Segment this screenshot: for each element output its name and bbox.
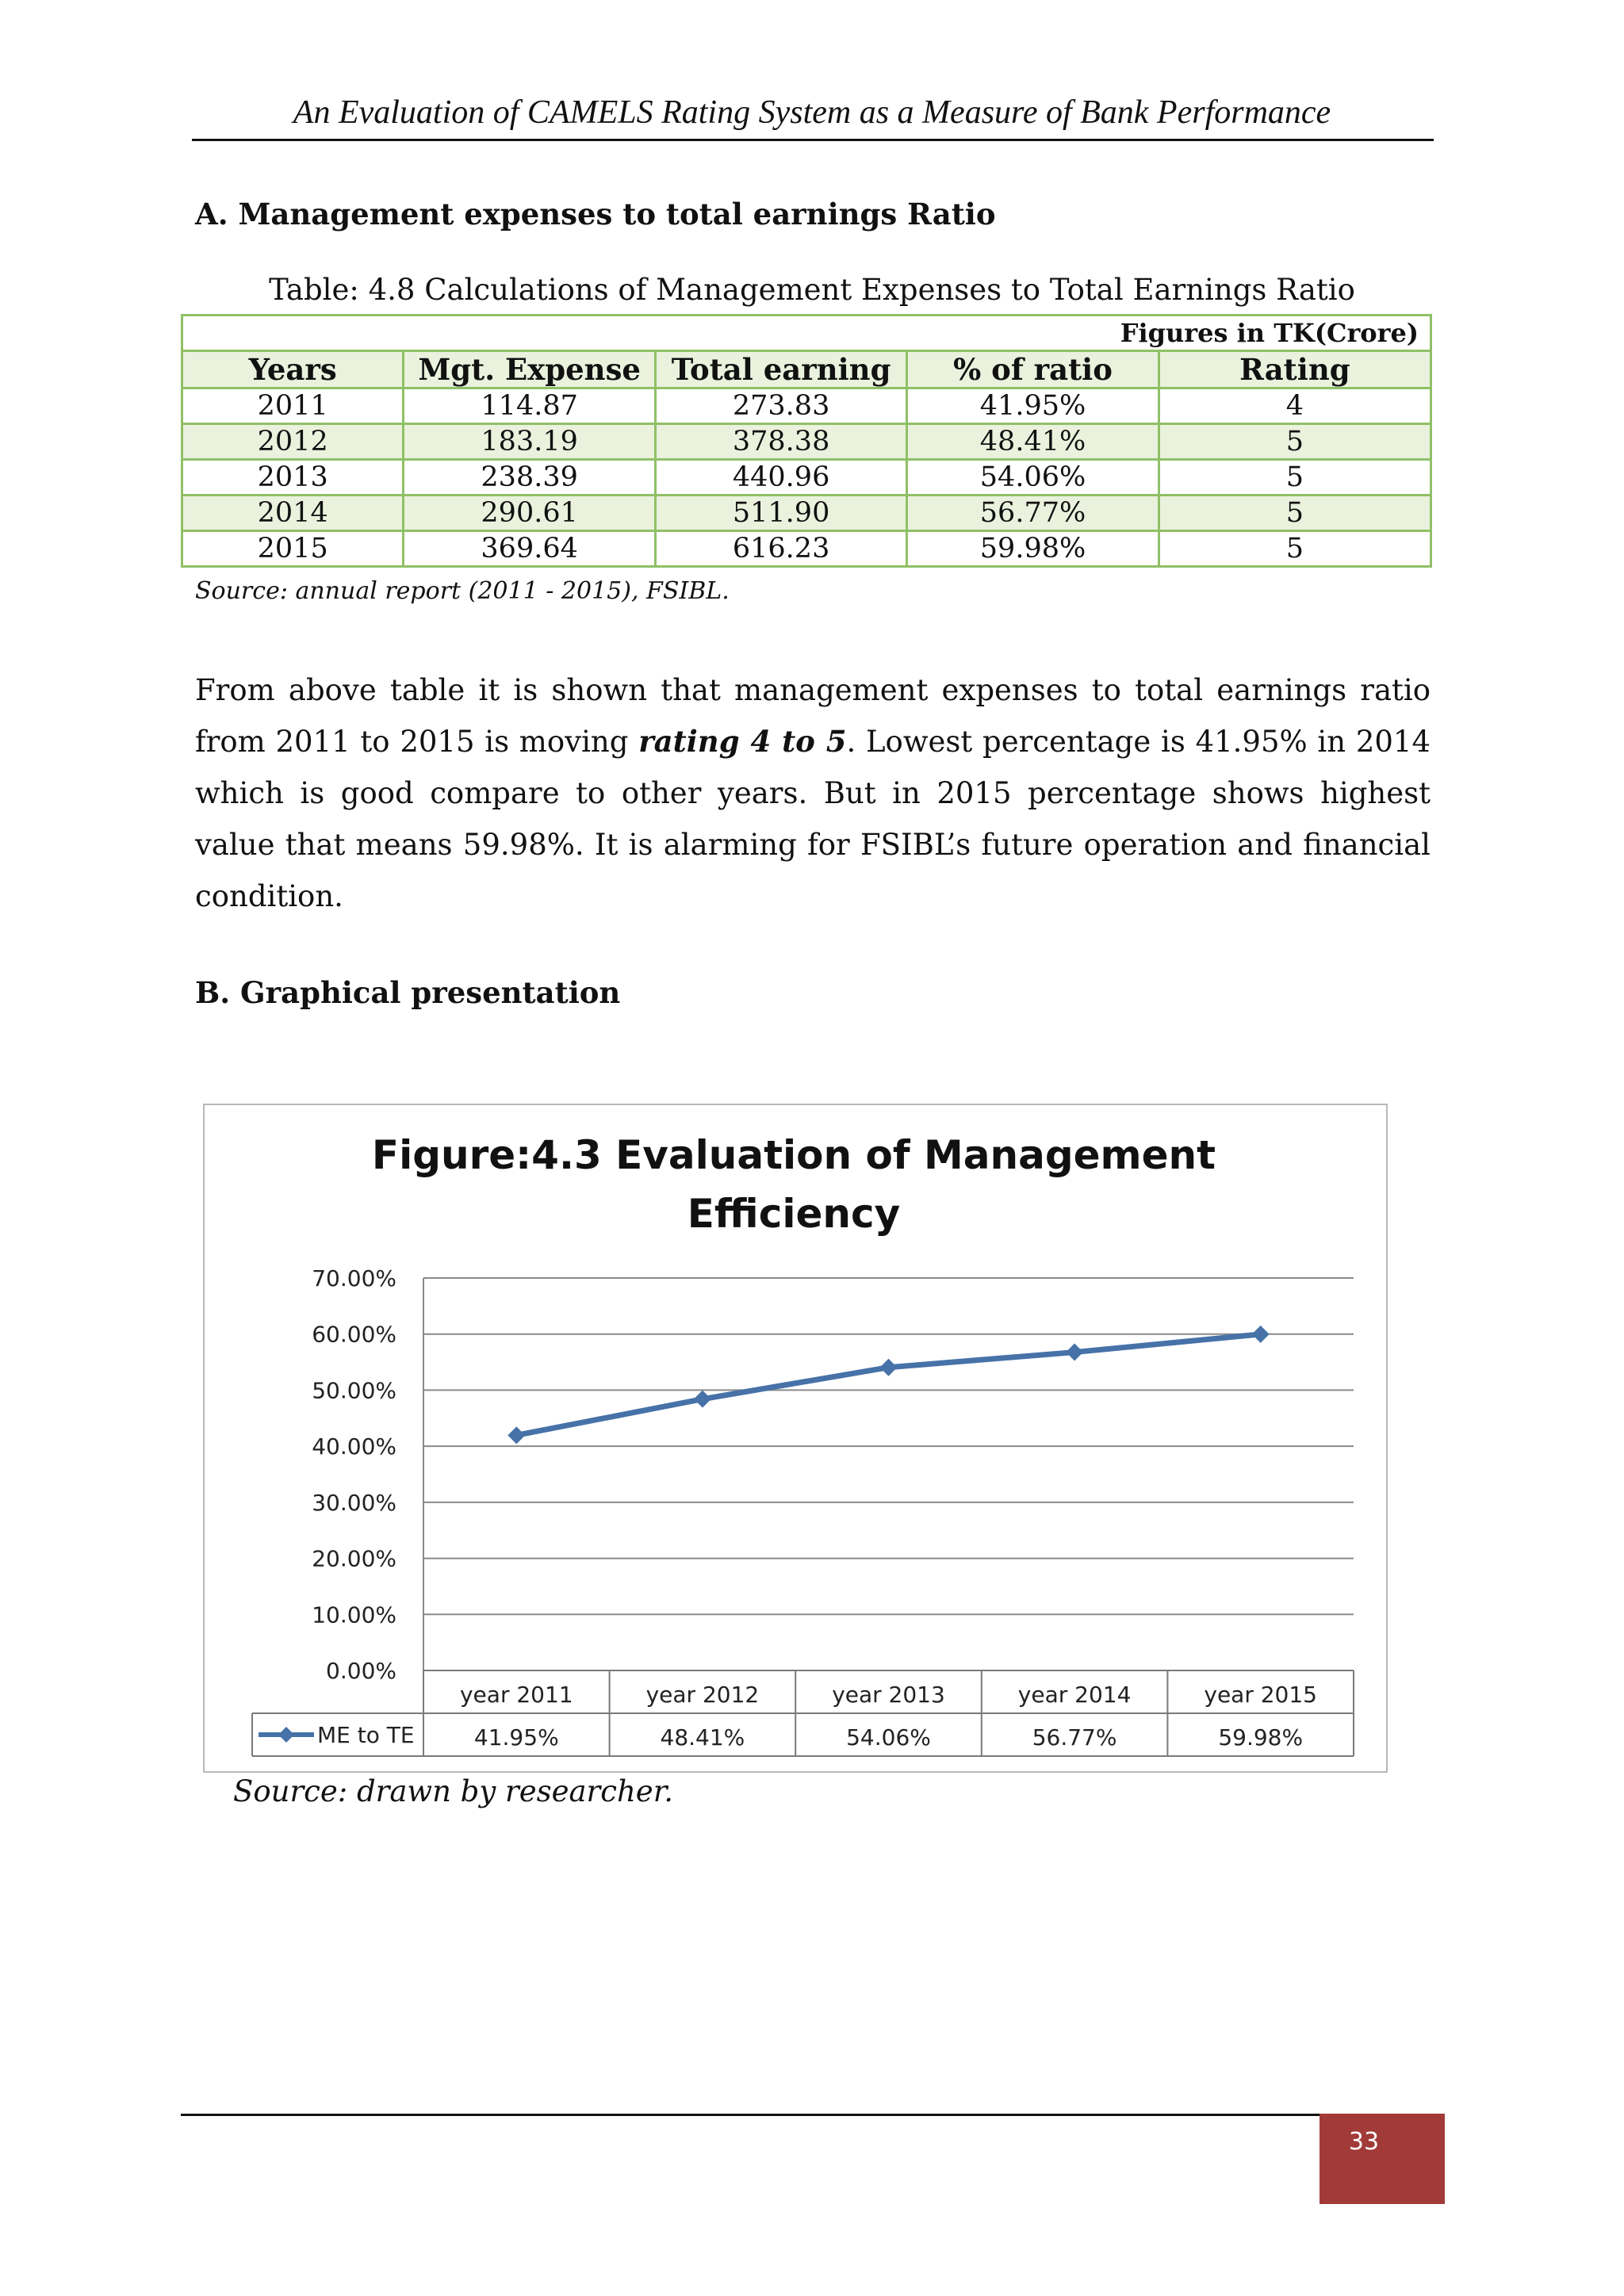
paragraph-text: . Lowest percentage is 41.95% in 2014 which is good compare to other years. But in 2015 percentage shows highest value that means 59.98%. It is alarming for FSIBL’s future operation and financial condition. — [195, 725, 1431, 913]
col-header: Total earning — [655, 351, 906, 388]
table-units: Figures in TK(Crore) — [182, 316, 1431, 351]
table-cell: 616.23 — [655, 531, 906, 567]
chart-title-line: Efficiency — [687, 1191, 901, 1237]
x-category-label: year 2014 — [1017, 1682, 1132, 1708]
table-cell: 114.87 — [404, 388, 655, 424]
y-tick-label: 70.00% — [312, 1265, 396, 1292]
table-cell: 2015 — [182, 531, 404, 567]
series-line — [516, 1334, 1260, 1435]
table-cell: 2013 — [182, 460, 404, 496]
table-source-note: Source: annual report (2011 - 2015), FSIBL. — [195, 577, 730, 605]
table-cell: 511.90 — [655, 496, 906, 531]
x-category-label: year 2011 — [459, 1682, 573, 1708]
table-cell: 5 — [1159, 424, 1431, 460]
data-point-marker — [1252, 1326, 1270, 1343]
table-cell: 5 — [1159, 531, 1431, 567]
table-cell: 48.41% — [907, 424, 1159, 460]
table-cell: 54.06% — [907, 460, 1159, 496]
data-label: 59.98% — [1218, 1724, 1304, 1751]
page-number: 33 — [1348, 2128, 1380, 2156]
y-tick-label: 0.00% — [326, 1658, 396, 1684]
table-cell: 2012 — [182, 424, 404, 460]
x-category-label: year 2015 — [1204, 1682, 1318, 1708]
x-category-label: year 2013 — [832, 1682, 945, 1708]
table-cell: 4 — [1159, 388, 1431, 424]
table-cell: 5 — [1159, 460, 1431, 496]
y-tick-label: 30.00% — [312, 1489, 396, 1516]
chart-source-note: Source: drawn by researcher. — [233, 1774, 674, 1808]
data-point-marker — [508, 1426, 525, 1444]
data-label: 56.77% — [1032, 1724, 1117, 1751]
data-point-marker — [880, 1359, 898, 1376]
table-cell: 183.19 — [404, 424, 655, 460]
y-tick-label: 20.00% — [312, 1545, 396, 1572]
col-header: Years — [182, 351, 404, 388]
data-label: 41.95% — [473, 1724, 559, 1751]
section-a-heading: A. Management expenses to total earnings Ratio — [195, 197, 996, 232]
col-header: Rating — [1159, 351, 1431, 388]
legend-marker — [278, 1727, 294, 1743]
table-cell: 2014 — [182, 496, 404, 531]
y-tick-label: 50.00% — [312, 1377, 396, 1404]
col-header: Mgt. Expense — [404, 351, 655, 388]
data-point-marker — [694, 1391, 711, 1408]
table-caption: Table: 4.8 Calculations of Management Expenses to Total Earnings Ratio — [269, 273, 1355, 307]
table-cell: 59.98% — [907, 531, 1159, 567]
chart-title-line: Figure:4.3 Evaluation of Management — [371, 1132, 1216, 1178]
table-cell: 2011 — [182, 388, 404, 424]
x-category-label: year 2012 — [645, 1682, 760, 1708]
table-cell: 56.77% — [907, 496, 1159, 531]
section-b-heading: B. Graphical presentation — [195, 975, 621, 1010]
table-cell: 290.61 — [404, 496, 655, 531]
table-cell: 238.39 — [404, 460, 655, 496]
table-cell: 369.64 — [404, 531, 655, 567]
y-tick-label: 60.00% — [312, 1321, 396, 1348]
legend-label: ME to TE — [317, 1722, 415, 1748]
table-cell: 378.38 — [655, 424, 906, 460]
data-label: 54.06% — [846, 1724, 931, 1751]
running-header: An Evaluation of CAMELS Rating System as a Measure of Bank Performance — [293, 94, 1331, 131]
table-cell: 273.83 — [655, 388, 906, 424]
paragraph-emphasis: rating 4 to 5 — [638, 724, 847, 759]
paragraph-text: From above table it is shown that management expenses to total earnings ratio from 2011 to 2015 is moving — [195, 673, 1431, 759]
table-cell: 41.95% — [907, 388, 1159, 424]
col-header: % of ratio — [907, 351, 1159, 388]
data-point-marker — [1066, 1344, 1083, 1361]
table-cell: 440.96 — [655, 460, 906, 496]
y-tick-label: 10.00% — [312, 1601, 396, 1628]
table-cell: 5 — [1159, 496, 1431, 531]
y-tick-label: 40.00% — [312, 1433, 396, 1460]
footer-rule — [181, 2114, 1443, 2116]
data-label: 48.41% — [660, 1724, 745, 1751]
